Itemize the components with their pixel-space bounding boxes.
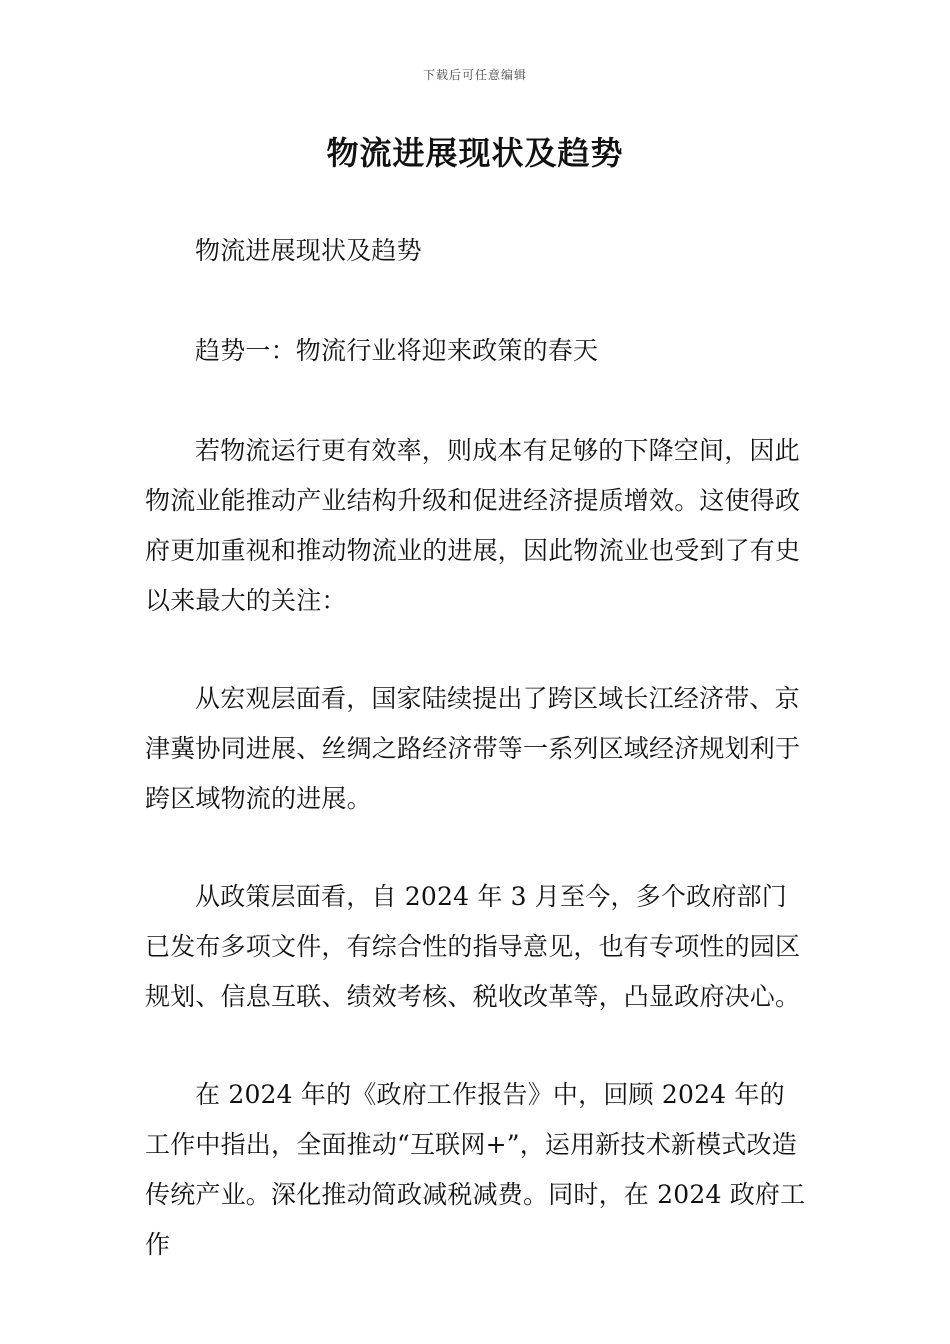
document-title: 物流进展现状及趋势 <box>326 134 624 172</box>
paragraph-policy: 从政策层面看，自 2024 年 3 月至今，多个政府部门已发布多项文件，有综合性的指导意见，也有专项性的园区规划、信息互联、绩效考核、税收改革等，凸显政府决心。 <box>145 882 801 1011</box>
paragraph-subtitle: 物流进展现状及趋势 <box>195 236 422 265</box>
paragraph-trend-heading: 趋势一：物流行业将迎来政策的春天 <box>195 336 599 365</box>
paragraph-efficiency: 若物流运行更有效率，则成本有足够的下降空间，因此物流业能推动产业结构升级和促进经济提质增效。这使得政府更加重视和推动物流业的进展，因此物流业也受到了有史以来最大的关注： <box>145 436 801 615</box>
download-note: 下载后可任意编辑 <box>422 68 527 82</box>
paragraph-report: 在 2024 年的《政府工作报告》中，回顾 2024 年的工作中指出，全面推动“互联网+”，运用新技术新模式改造传统产业。深化推动简政减税减费。同时，在 2024 政府工作 <box>145 1080 806 1259</box>
paragraph-macro: 从宏观层面看，国家陆续提出了跨区域长江经济带、京津冀协同进展、丝绸之路经济带等一系列区域经济规划利于跨区域物流的进展。 <box>145 684 801 813</box>
